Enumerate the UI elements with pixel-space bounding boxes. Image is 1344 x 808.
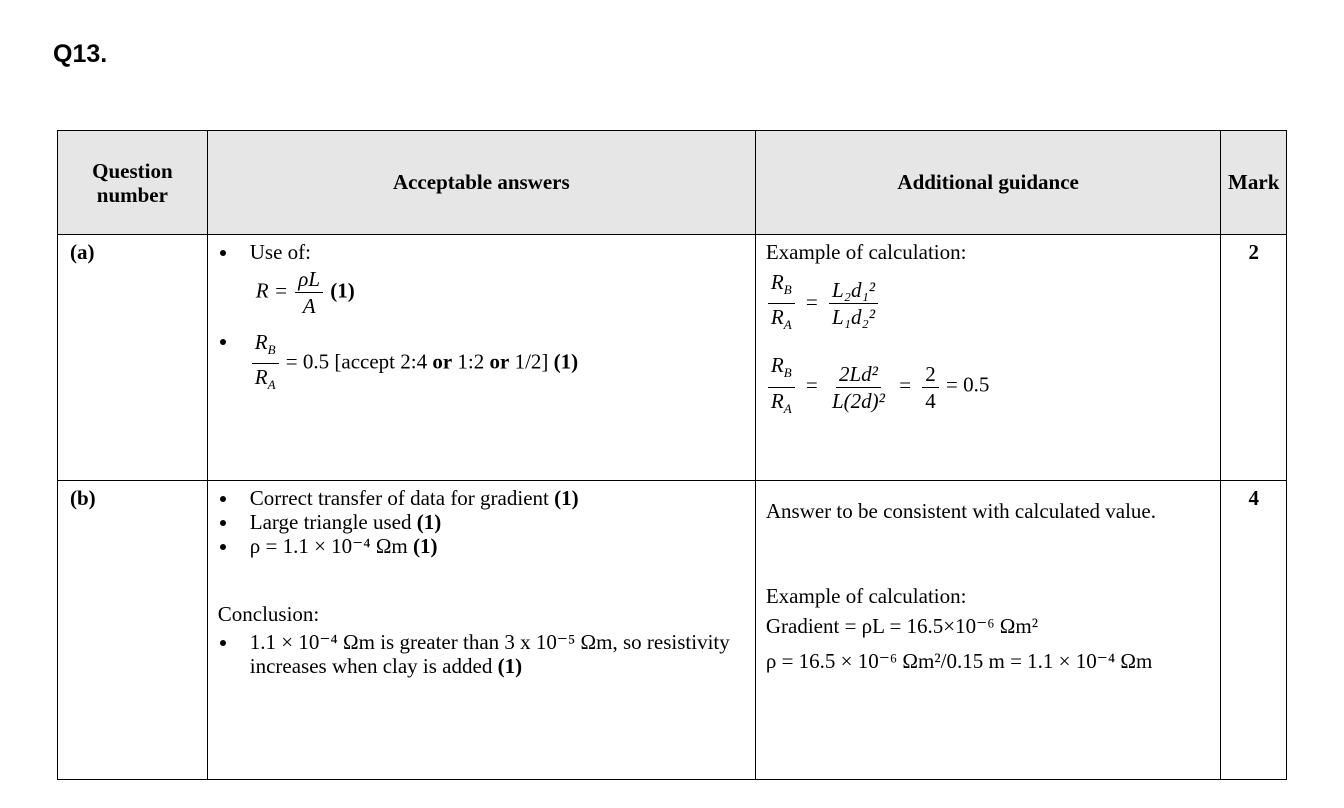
ratio-numerator	[252, 329, 279, 364]
mark-a: 2	[1221, 235, 1287, 481]
calc1-rhs-den: L₁d₂²	[831, 305, 876, 330]
bullet1-text: Correct transfer of data for gradient	[249, 486, 549, 510]
conclusion-list	[218, 630, 745, 678]
calc2-lhs-num-sub: B	[783, 365, 792, 381]
ratio-den-symbol: R	[254, 365, 268, 390]
calc2-num: 2Ld²	[836, 361, 881, 388]
conclusion-text: 1.1 × 10⁻⁴ Ωm is greater than 3 x 10⁻⁵ Ωm, so resistivity increases when clay is added	[249, 630, 730, 678]
resistance-formula	[256, 266, 745, 319]
question-number-a: (a)	[58, 235, 208, 481]
calc2-lhs-den-sub: A	[783, 400, 792, 416]
ratio-num-symbol: R	[254, 330, 268, 354]
accept-prefix: [accept 2:4	[334, 349, 428, 374]
calc1-rhs-num: L₂d₁²	[829, 277, 878, 304]
calc2-den: L(2d)²	[831, 388, 885, 413]
calc1-equals: =	[805, 289, 818, 314]
answer-a-bullet-1	[218, 240, 745, 319]
ratio-fraction	[252, 329, 279, 398]
calc2-simple-fraction	[922, 361, 939, 414]
calc2-lhs-fraction	[768, 352, 795, 421]
answer-a-bullet-2	[218, 329, 745, 398]
acceptable-answers-b	[207, 481, 755, 780]
question-number-b: (b)	[58, 481, 208, 780]
ratio-num-subscript: B	[267, 342, 276, 358]
mark-scheme-table	[57, 130, 1287, 780]
ratio-value: = 0.5	[285, 349, 330, 374]
formula-numerator: ρL	[295, 266, 323, 293]
use-of-label: Use of:	[249, 240, 311, 264]
ratio-denominator	[252, 364, 279, 398]
calc2-lhs-num-symbol: R	[770, 353, 784, 378]
bullet2-text: Large triangle used	[249, 510, 412, 534]
calc2-simple-num: 2	[922, 361, 939, 388]
accept-suffix: 1/2]	[514, 349, 549, 374]
question-title: Q13.	[53, 40, 108, 68]
rho-line: ρ = 16.5 × 10⁻⁶ Ωm²/0.15 m = 1.1 × 10⁻⁴ Ωm	[765, 649, 1153, 673]
calc1-lhs-den-sub: A	[783, 317, 792, 333]
calc1-lhs-fraction	[768, 269, 795, 338]
gradient-line: Gradient = ρL = 16.5×10⁻⁶ Ωm²	[765, 614, 1039, 638]
conclusion-mark: (1)	[497, 654, 523, 678]
ratio-den-subscript: A	[267, 377, 276, 393]
header-question-line2: number	[96, 182, 168, 207]
table-row-b	[58, 481, 1287, 780]
formula-lhs: R =	[255, 278, 288, 303]
calc2-lhs-num	[768, 352, 795, 387]
formula-denominator: A	[302, 294, 316, 318]
calc-line-1	[766, 269, 1211, 338]
answer-b-bullet-1	[218, 486, 745, 510]
header-question-number	[58, 131, 208, 235]
header-acceptable-answers: Acceptable answers	[207, 131, 755, 235]
additional-guidance-b	[755, 481, 1221, 780]
ratio-mark: (1)	[553, 349, 579, 374]
guidance-a-intro: Example of calculation:	[765, 240, 967, 264]
conclusion-bullet	[218, 630, 745, 678]
header-mark: Mark	[1221, 131, 1287, 235]
acceptable-answers-a	[207, 235, 755, 481]
accept-or-2: or	[489, 349, 510, 374]
accept-or-1: or	[432, 349, 453, 374]
calc1-lhs-num	[768, 269, 795, 304]
table-row-a	[58, 235, 1287, 481]
calc2-equals-1: =	[805, 372, 818, 397]
calc2-lhs-den	[768, 388, 795, 422]
conclusion-label: Conclusion:	[217, 602, 320, 626]
bullet2-mark: (1)	[416, 510, 442, 534]
calc1-lhs-num-symbol: R	[770, 270, 784, 294]
calc1-rhs-fraction	[829, 277, 878, 330]
guidance-b-intro: Example of calculation:	[765, 584, 967, 608]
header-question-line1: Question	[92, 158, 173, 183]
bullet1-mark: (1)	[554, 486, 579, 510]
calc2-lhs-den-symbol: R	[770, 388, 784, 413]
answer-list-a	[218, 240, 745, 398]
calc2-fraction	[829, 361, 888, 414]
calc2-result: = 0.5	[946, 372, 990, 397]
header-row	[58, 131, 1287, 235]
formula-mark: (1)	[330, 278, 355, 303]
calc2-simple-den: 4	[925, 388, 936, 413]
header-additional-guidance: Additional guidance	[755, 131, 1221, 235]
calc1-lhs-den	[768, 304, 795, 338]
formula-fraction	[295, 266, 323, 319]
calc1-lhs-den-symbol: R	[770, 305, 784, 330]
guidance-b-consistency: Answer to be consistent with calculated value.	[765, 499, 1156, 523]
calc2-equals-2: =	[899, 372, 912, 397]
answer-b-bullet-3	[218, 534, 745, 558]
mark-b: 4	[1221, 481, 1287, 780]
calc-line-2	[766, 352, 1211, 421]
answer-list-b	[218, 486, 745, 558]
calc1-lhs-num-sub: B	[783, 282, 792, 298]
bullet3-mark: (1)	[413, 534, 438, 558]
answer-b-bullet-2	[218, 510, 745, 534]
accept-mid: 1:2	[457, 349, 485, 374]
additional-guidance-a	[755, 235, 1221, 481]
bullet3-text: ρ = 1.1 × 10⁻⁴ Ωm	[249, 534, 408, 558]
